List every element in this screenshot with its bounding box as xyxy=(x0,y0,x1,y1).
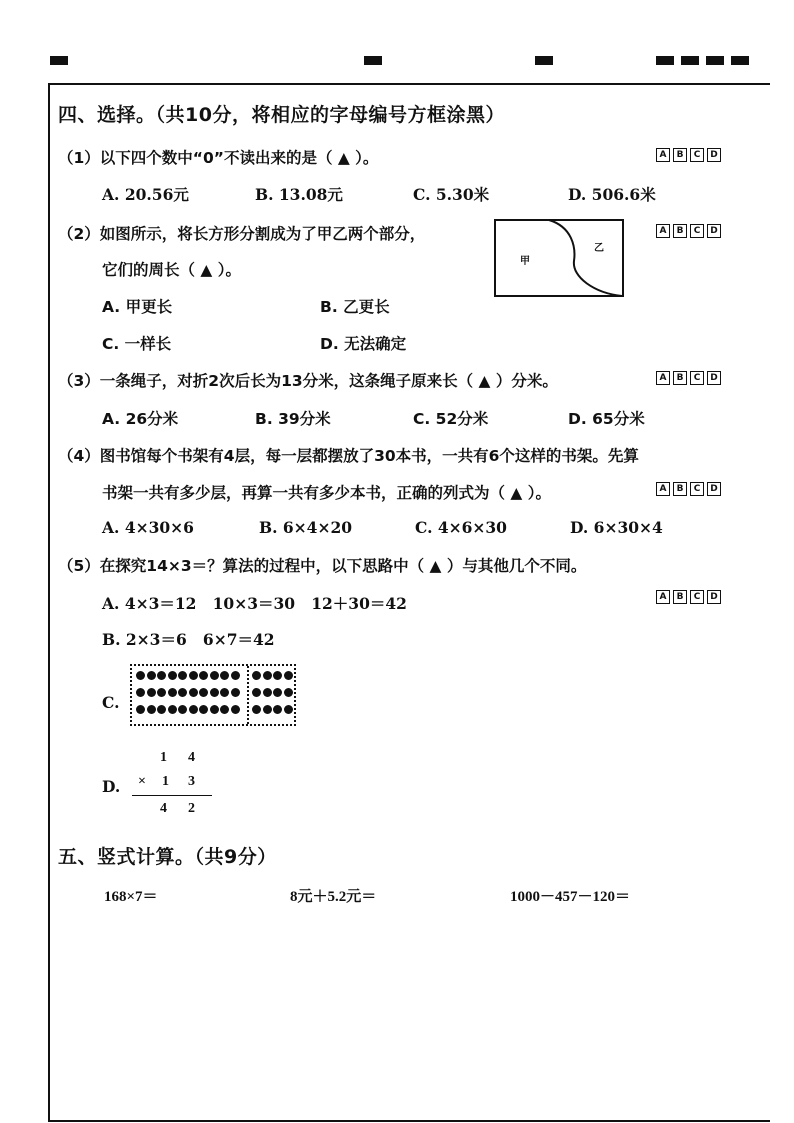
answer-box-a[interactable]: A xyxy=(656,482,670,496)
q5-option-b: B. 2×3＝6 6×7＝42 xyxy=(102,630,275,649)
dot xyxy=(210,705,219,714)
q1-option-c: C. 5.30米 xyxy=(413,185,490,204)
dot xyxy=(178,688,187,697)
dot xyxy=(210,671,219,680)
dot xyxy=(252,671,261,680)
answer-box-d[interactable]: D xyxy=(707,224,721,238)
answer-box-a[interactable]: A xyxy=(656,148,670,162)
registration-mark xyxy=(50,56,68,65)
dot xyxy=(263,671,272,680)
dot xyxy=(189,688,198,697)
registration-mark xyxy=(535,56,553,65)
dot xyxy=(136,671,145,680)
dot xyxy=(168,688,177,697)
answer-box-b[interactable]: B xyxy=(673,482,687,496)
q2-option-b: B. 乙更长 xyxy=(320,298,390,316)
dot-row-right xyxy=(252,705,293,715)
dot-row-right xyxy=(252,671,293,681)
q3-option-c: C. 52分米 xyxy=(413,410,489,428)
dot xyxy=(178,671,187,680)
q3-option-b: B. 39分米 xyxy=(255,410,331,428)
vertical-top-digit-1: 1 xyxy=(160,750,167,765)
answer-box-c[interactable]: C xyxy=(690,148,704,162)
q3-option-a: A. 26分米 xyxy=(102,410,179,428)
dot xyxy=(252,705,261,714)
q5-answer-boxes xyxy=(656,590,721,604)
dot xyxy=(199,671,208,680)
dot xyxy=(199,705,208,714)
q1-option-d: D. 506.6米 xyxy=(568,185,656,204)
dot xyxy=(199,688,208,697)
dot xyxy=(178,705,187,714)
q2-answer-boxes xyxy=(656,224,721,238)
registration-mark xyxy=(731,56,749,65)
dot xyxy=(273,688,282,697)
dot xyxy=(147,705,156,714)
answer-box-a[interactable]: A xyxy=(656,224,670,238)
calc-problem-2: 8元＋5.2元＝ xyxy=(290,889,377,905)
q2-rectangle-figure xyxy=(494,219,624,297)
dot xyxy=(147,688,156,697)
answer-box-d[interactable]: D xyxy=(707,482,721,496)
dot-array-divider xyxy=(247,666,249,724)
dot xyxy=(210,688,219,697)
q4-stem-line2: 书架一共有多少层，再算一共有多少本书，正确的列式为（ ▲ ）。 xyxy=(102,484,551,502)
answer-box-d[interactable]: D xyxy=(707,371,721,385)
dot xyxy=(252,688,261,697)
q2-option-c: C. 一样长 xyxy=(102,335,172,353)
q4-option-d: D. 6×30×4 xyxy=(570,518,663,537)
registration-mark xyxy=(364,56,382,65)
q5-dot-array xyxy=(130,664,296,726)
q3-answer-boxes xyxy=(656,371,721,385)
q5-stem: （5）在探究14×3＝？算法的过程中，以下思路中（ ▲ ）与其他几个不同。 xyxy=(58,557,587,575)
q1-option-b: B. 13.08元 xyxy=(255,185,343,204)
q4-option-c: C. 4×6×30 xyxy=(415,518,507,537)
answer-box-b[interactable]: B xyxy=(673,371,687,385)
dot xyxy=(136,688,145,697)
registration-mark xyxy=(681,56,699,65)
answer-box-c[interactable]: C xyxy=(690,590,704,604)
calc-problem-1: 168×7＝ xyxy=(104,889,158,905)
dot xyxy=(231,688,240,697)
dot xyxy=(168,671,177,680)
vertical-bottom-digit-1: 4 xyxy=(160,801,167,816)
answer-box-a[interactable]: A xyxy=(656,590,670,604)
dot xyxy=(231,705,240,714)
q1-answer-boxes xyxy=(656,148,721,162)
section-5-title: 五、竖式计算。（共9分） xyxy=(58,846,277,868)
dot xyxy=(284,671,293,680)
vertical-mid-digit-1: 1 xyxy=(162,774,169,789)
q4-option-b: B. 6×4×20 xyxy=(259,518,353,537)
dot xyxy=(189,671,198,680)
dot xyxy=(231,671,240,680)
vertical-times-sign: × xyxy=(138,774,146,789)
q3-stem: （3）一条绳子，对折2次后长为13分米，这条绳子原来长（ ▲ ）分米。 xyxy=(58,372,558,390)
vertical-result-line xyxy=(132,795,212,796)
answer-box-c[interactable]: C xyxy=(690,224,704,238)
q4-answer-boxes xyxy=(656,482,721,496)
q1-stem: （1）以下四个数中“0”不读出来的是（ ▲ ）。 xyxy=(58,149,379,167)
answer-box-c[interactable]: C xyxy=(690,482,704,496)
dot-row-left xyxy=(136,705,240,715)
dot xyxy=(263,705,272,714)
dot-row-left xyxy=(136,671,240,681)
dot-row-right xyxy=(252,688,293,698)
dot xyxy=(220,671,229,680)
answer-box-a[interactable]: A xyxy=(656,371,670,385)
vertical-mid-digit-2: 3 xyxy=(188,774,195,789)
dot xyxy=(220,688,229,697)
dot xyxy=(273,671,282,680)
dot xyxy=(136,705,145,714)
dot xyxy=(189,705,198,714)
registration-mark xyxy=(706,56,724,65)
q3-option-d: D. 65分米 xyxy=(568,410,645,428)
dot xyxy=(273,705,282,714)
dot xyxy=(263,688,272,697)
q4-stem-line1: （4）图书馆每个书架有4层，每一层都摆放了30本书，一共有6个这样的书架。先算 xyxy=(58,447,639,465)
answer-box-b[interactable]: B xyxy=(673,148,687,162)
q5-option-a: A. 4×3＝12 10×3＝30 12＋30＝42 xyxy=(102,594,407,613)
dot xyxy=(157,671,166,680)
figure-label-jia: 甲 xyxy=(520,256,530,267)
dot-row-left xyxy=(136,688,240,698)
dot xyxy=(284,688,293,697)
registration-mark xyxy=(656,56,674,65)
q5-option-d-label: D. xyxy=(102,777,121,796)
q4-option-a: A. 4×30×6 xyxy=(102,518,194,537)
q2-stem-line1: （2）如图所示，将长方形分割成为了甲乙两个部分， xyxy=(58,225,426,243)
calc-problem-3: 1000－457－120＝ xyxy=(510,889,631,905)
q5-option-c-label: C. xyxy=(102,693,120,712)
dot xyxy=(220,705,229,714)
q2-option-a: A. 甲更长 xyxy=(102,298,173,316)
dot xyxy=(147,671,156,680)
figure-label-yi: 乙 xyxy=(594,243,604,254)
vertical-bottom-digit-2: 2 xyxy=(188,801,195,816)
dot xyxy=(157,688,166,697)
dot xyxy=(284,705,293,714)
q2-option-d: D. 无法确定 xyxy=(320,335,407,353)
answer-box-d[interactable]: D xyxy=(707,590,721,604)
answer-box-b[interactable]: B xyxy=(673,224,687,238)
section-4-title: 四、选择。（共10分，将相应的字母编号方框涂黑） xyxy=(58,104,505,126)
q1-option-a: A. 20.56元 xyxy=(102,185,189,204)
answer-box-d[interactable]: D xyxy=(707,148,721,162)
answer-box-c[interactable]: C xyxy=(690,371,704,385)
answer-box-b[interactable]: B xyxy=(673,590,687,604)
q2-stem-line2: 它们的周长（ ▲ ）。 xyxy=(102,261,241,279)
dot xyxy=(157,705,166,714)
vertical-top-digit-2: 4 xyxy=(188,750,195,765)
dot xyxy=(168,705,177,714)
